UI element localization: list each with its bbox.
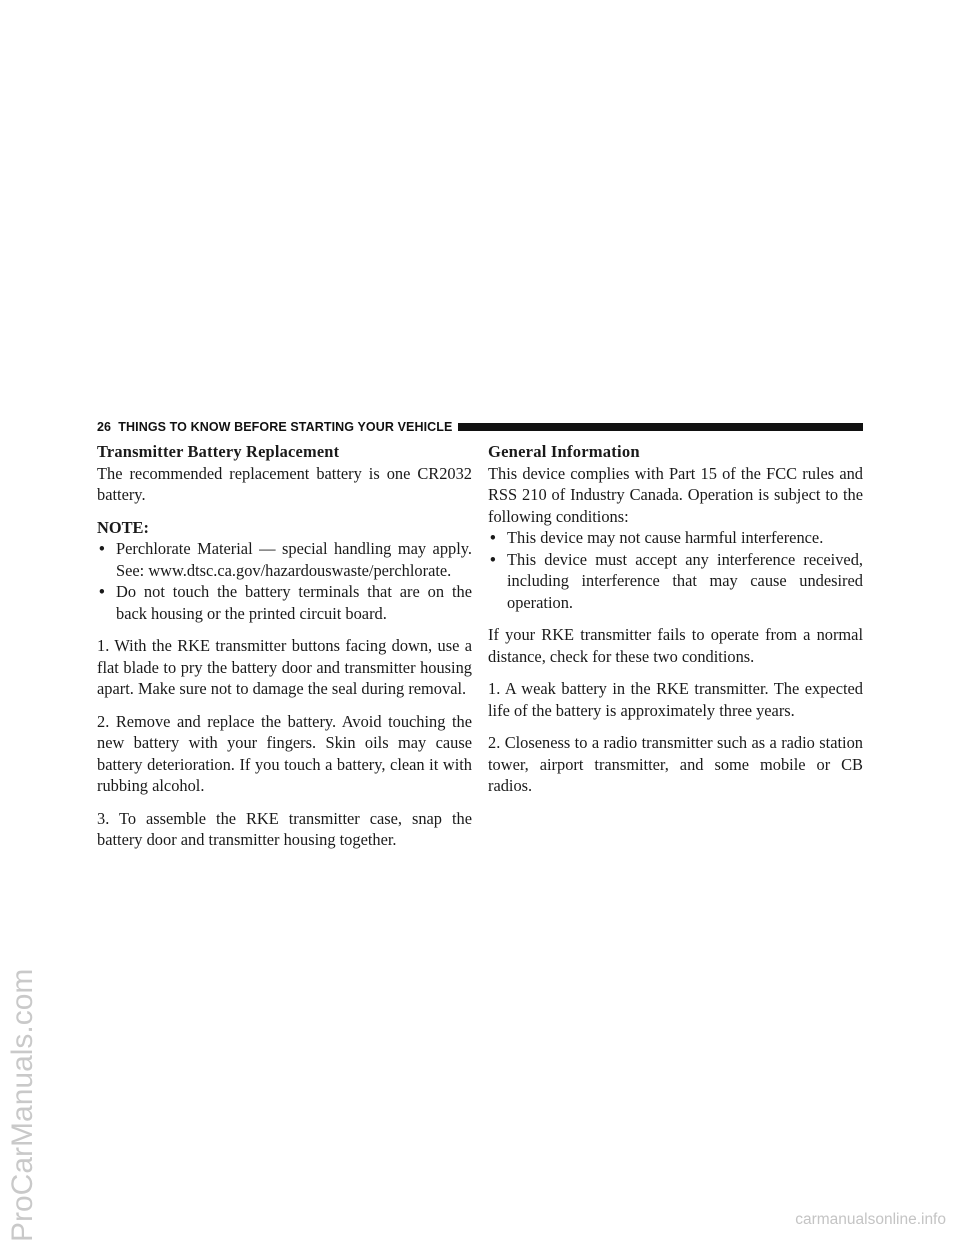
bullet-dot-icon: • <box>490 549 496 569</box>
page-header <box>97 418 863 436</box>
condition-bullet <box>488 549 863 614</box>
right-column <box>488 441 863 797</box>
battery-intro: The recommended replacement battery is one CR2032 battery. <box>97 463 472 504</box>
header-rule <box>458 423 863 431</box>
note-bullet <box>97 538 472 581</box>
header-title: THINGS TO KNOW BEFORE STARTING YOUR VEHICLE <box>118 420 453 434</box>
condition-bullet-text: This device may not cause harmful interference. <box>507 528 824 547</box>
condition-bullet-text: This device must accept any interference received, including interference that may cause undesired operation. <box>507 549 863 612</box>
bullet-dot-icon: • <box>99 539 105 558</box>
bullet-dot-icon: • <box>490 528 496 547</box>
note-bullet-text: Perchlorate Material — special handling may apply. See: www.dtsc.ca.gov/hazardouswaste/perchlorate. <box>116 539 472 580</box>
note-label: NOTE: <box>97 517 149 537</box>
step-paragraph: 3. To assemble the RKE transmitter case, snap the battery door and transmitter housing together. <box>97 808 472 849</box>
header-page-number: 26 <box>97 420 112 434</box>
step-paragraph: 2. Remove and replace the battery. Avoid touching the new battery with your fingers. Skin oils may cause battery deterioration. If you touch a battery, clean it with rubbing alcohol. <box>97 711 472 795</box>
step-paragraph: 2. Closeness to a radio transmitter such as a radio station tower, airport transmitter, and some mobile or CB radios. <box>488 733 863 795</box>
general-intro: This device complies with Part 15 of the FCC rules and RSS 210 of Industry Canada. Operation is subject to the following conditions: <box>488 463 863 526</box>
note-bullet <box>97 581 472 624</box>
side-watermark: ProCarManuals.com <box>6 968 39 1242</box>
header-spacer <box>111 420 118 434</box>
left-column <box>97 441 472 851</box>
note-bullet-text: Do not touch the battery terminals that are on the back housing or the printed circuit board. <box>116 582 472 623</box>
condition-bullet <box>488 527 863 549</box>
footer-watermark: carmanualsonline.info <box>795 1211 946 1228</box>
step-paragraph: 1. A weak battery in the RKE transmitter. The expected life of the battery is approximately three years. <box>488 679 863 720</box>
battery-replacement-heading: Transmitter Battery Replacement <box>97 442 340 461</box>
bullet-dot-icon: • <box>99 582 105 601</box>
troubleshoot-paragraph: If your RKE transmitter fails to operate from a normal distance, check for these two conditions. <box>488 625 863 666</box>
step-paragraph: 1. With the RKE transmitter buttons facing down, use a flat blade to pry the battery door and transmitter housing apart. Make sure not to damage the seal during removal. <box>97 636 472 698</box>
general-information-heading: General Information <box>488 442 640 461</box>
